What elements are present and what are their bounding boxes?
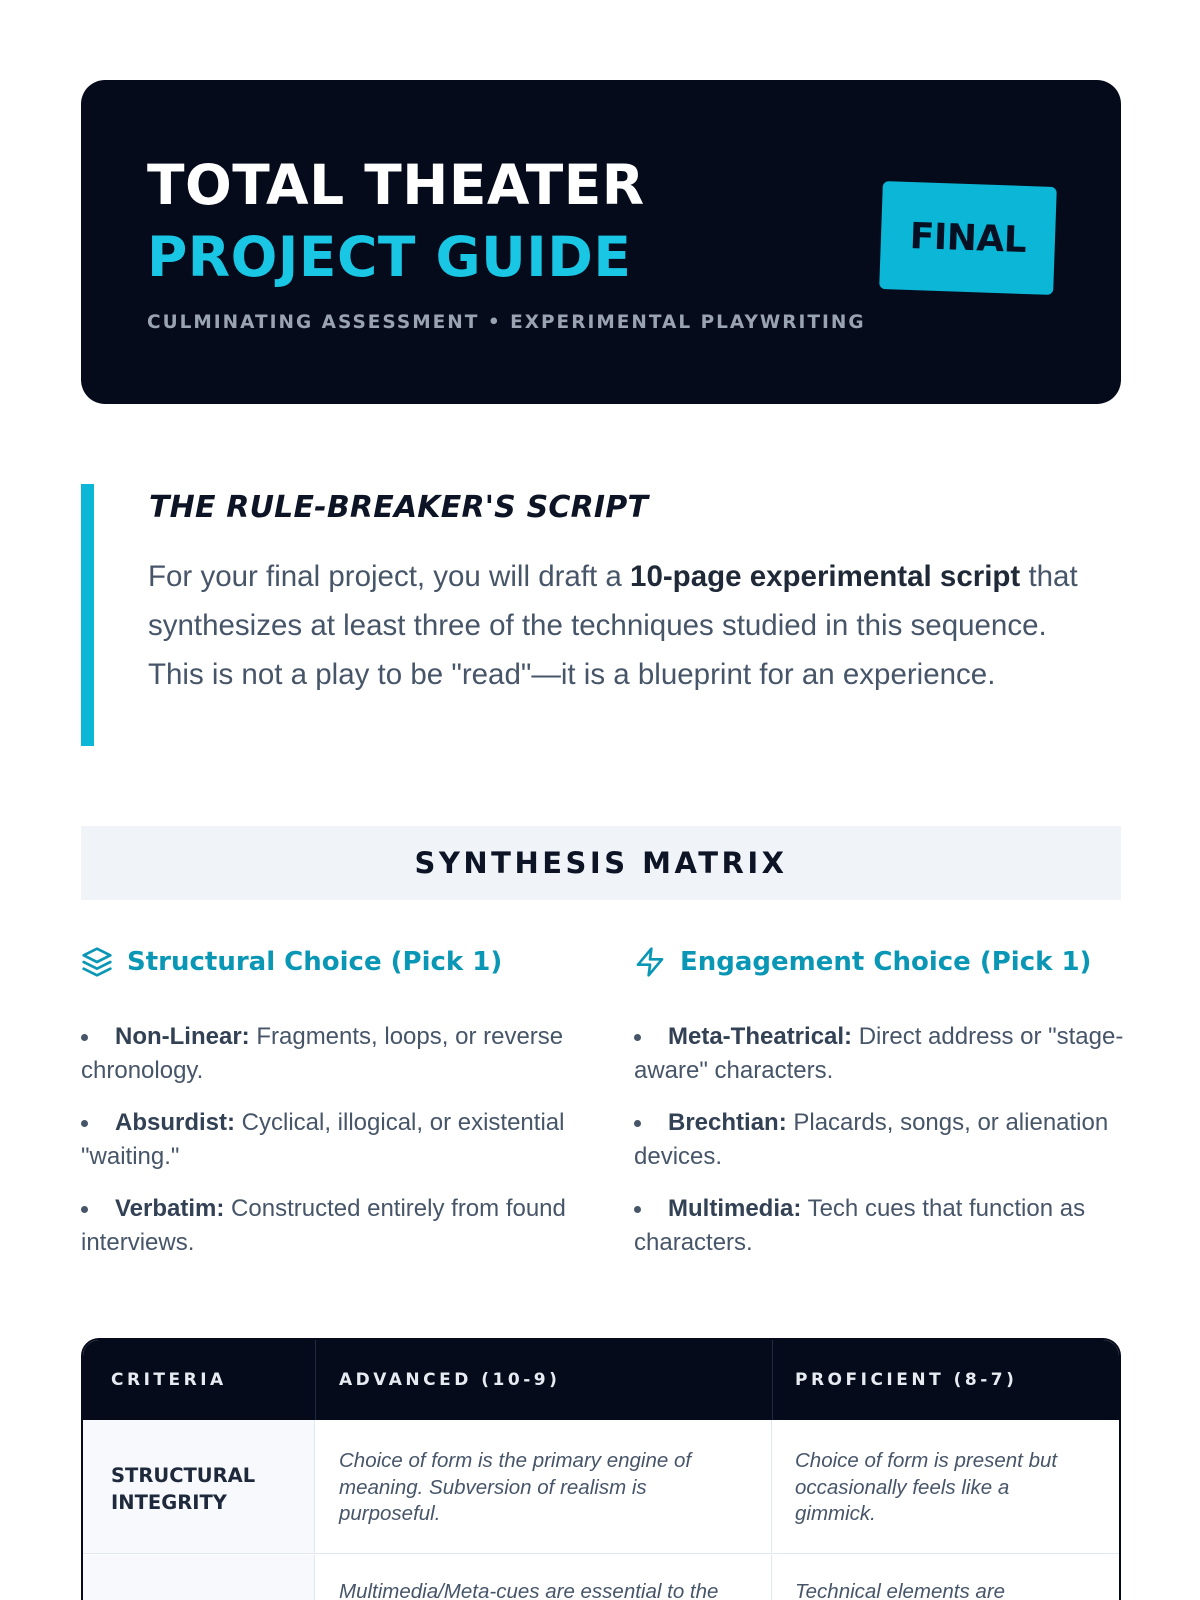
- option-term: Absurdist:: [115, 1109, 235, 1136]
- option-desc: Placards, songs, or alienation devices.: [634, 1109, 1109, 1170]
- bullet: [81, 1034, 88, 1041]
- list-item: [81, 1020, 571, 1087]
- column-header-advanced: ADVANCED (10-9): [339, 1370, 561, 1390]
- table-header: [83, 1340, 1119, 1420]
- intro-text-start: For your final project, you will draft a: [148, 560, 631, 593]
- layers-icon: [81, 946, 113, 978]
- header-banner: [81, 80, 1121, 404]
- list-item: [634, 1020, 1124, 1087]
- column-header-proficient: PROFICIENT (8-7): [795, 1370, 1018, 1390]
- title-line-2: PROJECT GUIDE: [147, 225, 632, 289]
- criteria-cell: [83, 1420, 315, 1553]
- criteria-cell: [83, 1555, 315, 1600]
- structural-choice-label: Structural Choice (Pick 1): [127, 947, 503, 977]
- intro-text-end: that synthesizes at least three of the techniques studied in this sequence. This is not a play to be "read"—it is a blueprint for an experience.: [148, 560, 1078, 691]
- bullet: [634, 1206, 641, 1213]
- bullet: [634, 1120, 641, 1127]
- column-divider: [772, 1340, 773, 1420]
- option-desc: Direct address or "stage-aware" characters.: [634, 1023, 1124, 1084]
- bullet: [81, 1206, 88, 1213]
- table-row: [83, 1420, 1119, 1554]
- option-term: Non-Linear:: [115, 1023, 250, 1050]
- advanced-description: Choice of form is the primary engine of meaning. Subversion of realism is purposeful.: [339, 1449, 692, 1525]
- column-header-criteria: CRITERIA: [111, 1370, 227, 1390]
- option-desc: Tech cues that function as characters.: [634, 1195, 1086, 1256]
- option-desc: Constructed entirely from found interviews.: [81, 1195, 566, 1256]
- list-item: [634, 1192, 1124, 1259]
- rubric-table: [81, 1338, 1121, 1600]
- option-term: Meta-Theatrical:: [668, 1023, 853, 1050]
- structural-options-list: [81, 1020, 571, 1259]
- bullet: [81, 1120, 88, 1127]
- engagement-options-list: [634, 1020, 1124, 1259]
- column-divider: [315, 1340, 316, 1420]
- option-term: Multimedia:: [668, 1195, 802, 1222]
- bullet: [634, 1034, 641, 1041]
- intro-paragraph: [148, 552, 1108, 699]
- proficient-description: Choice of form is present but occasionally feels like a gimmick.: [795, 1449, 1058, 1525]
- engagement-choice-label: Engagement Choice (Pick 1): [680, 947, 1092, 977]
- option-term: Verbatim:: [115, 1195, 225, 1222]
- intro-accent-bar: [81, 484, 94, 746]
- lightning-icon: [634, 946, 666, 978]
- structural-choice-heading: [81, 942, 571, 982]
- engagement-choice-column: [634, 942, 1124, 1278]
- table-row: [83, 1555, 1119, 1600]
- list-item: [634, 1106, 1124, 1173]
- title-line-1: TOTAL THEATER: [147, 153, 645, 217]
- option-desc: Fragments, loops, or reverse chronology.: [81, 1023, 564, 1084]
- synthesis-matrix-header: SYNTHESIS MATRIX: [81, 826, 1121, 900]
- list-item: [81, 1192, 571, 1259]
- engagement-choice-heading: [634, 942, 1124, 982]
- advanced-description: Multimedia/Meta-cues are essential to the: [339, 1580, 719, 1600]
- list-item: [81, 1106, 571, 1173]
- intro-text-bold: 10-page experimental script: [630, 560, 1021, 593]
- structural-choice-column: [81, 942, 571, 1278]
- final-badge: FINAL: [879, 181, 1057, 295]
- option-desc: Cyclical, illogical, or existential "waiting.": [81, 1109, 565, 1170]
- subtitle: CULMINATING ASSESSMENT • EXPERIMENTAL PLAYWRITING: [147, 312, 866, 333]
- intro-heading: THE RULE-BREAKER'S SCRIPT: [149, 490, 649, 525]
- proficient-description: Technical elements are: [795, 1580, 1006, 1600]
- criteria-label: STRUCTURAL INTEGRITY: [111, 1464, 256, 1514]
- option-term: Brechtian:: [668, 1109, 787, 1136]
